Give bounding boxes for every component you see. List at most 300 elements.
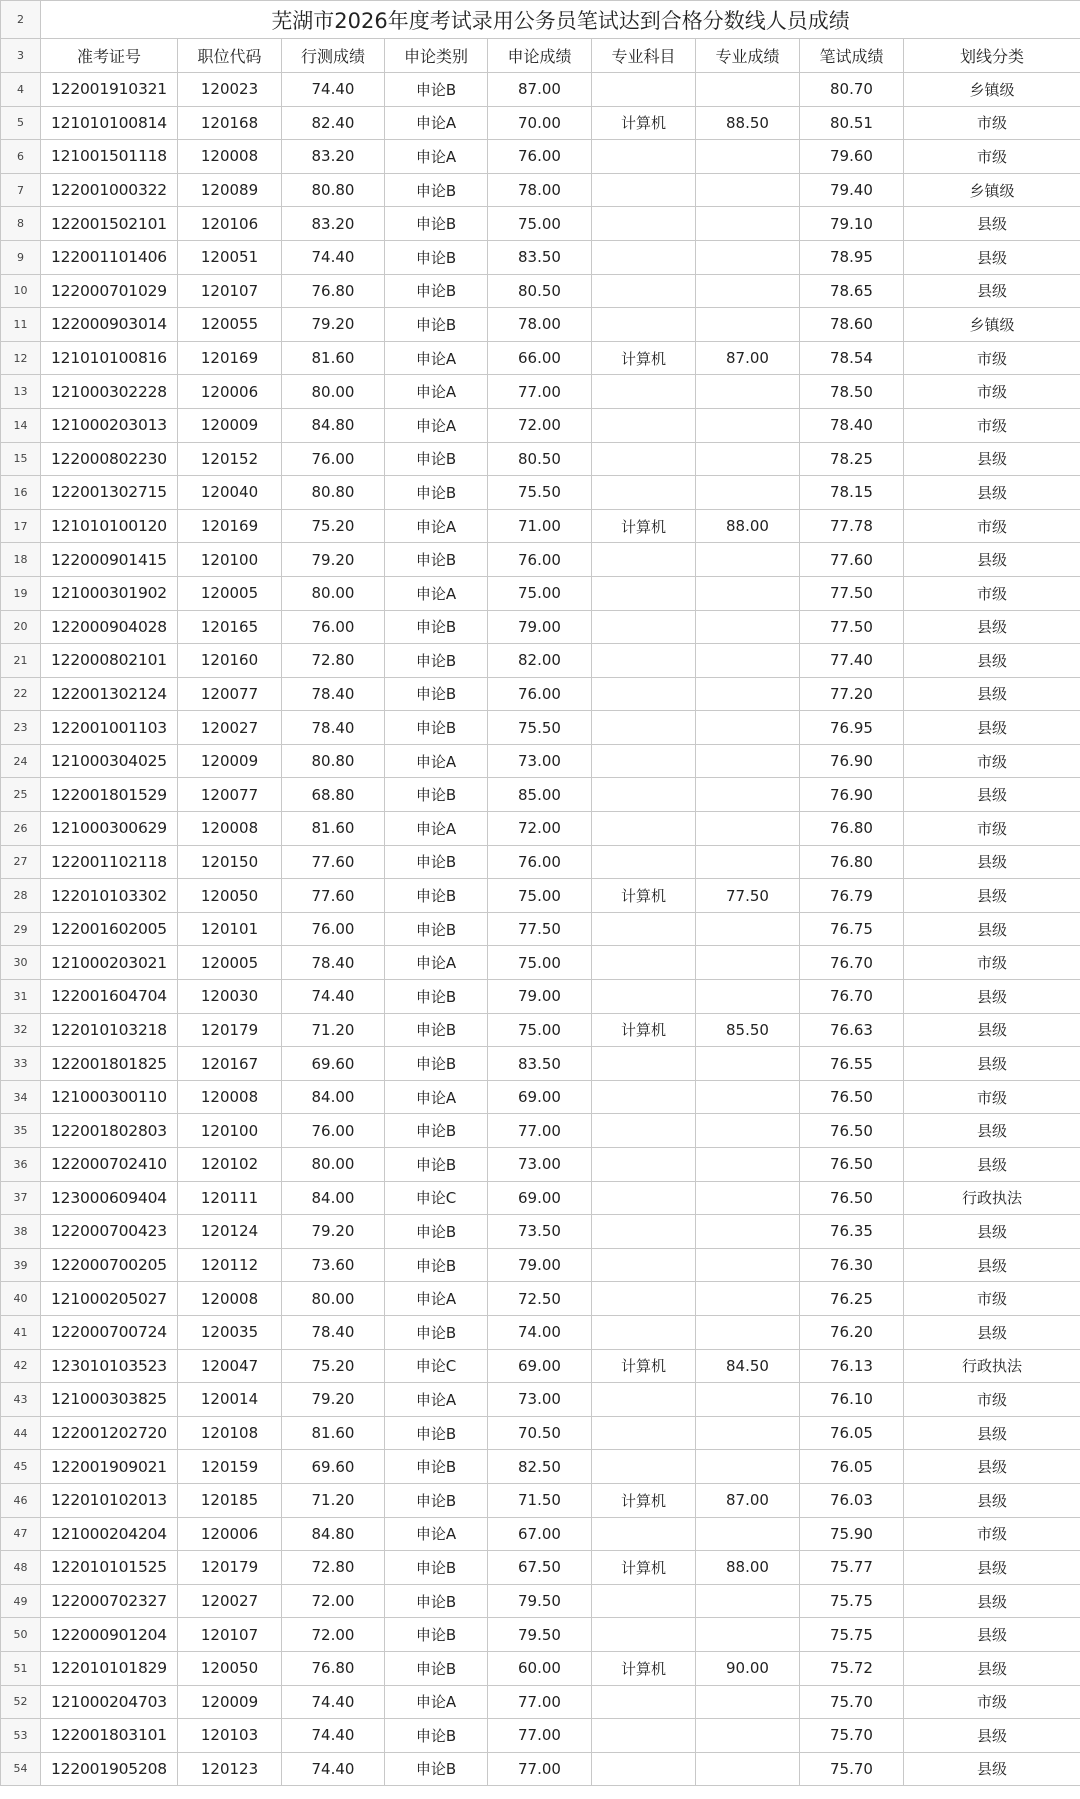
cell-exam-id[interactable]: 121000302228 bbox=[41, 375, 178, 409]
cell-specialty-subject[interactable] bbox=[592, 476, 696, 510]
cell-specialty-subject[interactable] bbox=[592, 1685, 696, 1719]
cell-essay-type[interactable]: 申论B bbox=[385, 1450, 488, 1484]
cell-specialty-score[interactable] bbox=[696, 644, 800, 678]
cell-specialty-subject[interactable] bbox=[592, 1416, 696, 1450]
cell-cutoff-category[interactable]: 市级 bbox=[904, 576, 1080, 610]
cell-exam-id[interactable]: 122001910321 bbox=[41, 73, 178, 107]
cell-position-code[interactable]: 120014 bbox=[178, 1383, 282, 1417]
cell-essay-score[interactable]: 73.00 bbox=[488, 1383, 592, 1417]
cell-exam-id[interactable]: 121000203013 bbox=[41, 408, 178, 442]
cell-cutoff-category[interactable]: 行政执法 bbox=[904, 1181, 1080, 1215]
cell-exam-id[interactable]: 122001102118 bbox=[41, 845, 178, 879]
cell-position-code[interactable]: 120008 bbox=[178, 140, 282, 174]
cell-exam-id[interactable]: 122010102013 bbox=[41, 1483, 178, 1517]
cell-position-code[interactable]: 120009 bbox=[178, 408, 282, 442]
cell-position-code[interactable]: 120165 bbox=[178, 610, 282, 644]
row-number[interactable]: 35 bbox=[1, 1114, 41, 1148]
cell-exam-id[interactable]: 122001909021 bbox=[41, 1450, 178, 1484]
cell-cutoff-category[interactable]: 县级 bbox=[904, 711, 1080, 745]
cell-position-code[interactable]: 120005 bbox=[178, 946, 282, 980]
cell-essay-type[interactable]: 申论B bbox=[385, 308, 488, 342]
cell-cutoff-category[interactable]: 市级 bbox=[904, 408, 1080, 442]
cell-position-code[interactable]: 120168 bbox=[178, 106, 282, 140]
cell-aptitude-score[interactable]: 79.20 bbox=[282, 308, 385, 342]
cell-essay-type[interactable]: 申论B bbox=[385, 1013, 488, 1047]
cell-specialty-score[interactable] bbox=[696, 946, 800, 980]
row-number[interactable]: 16 bbox=[1, 476, 41, 510]
cell-written-score[interactable]: 76.05 bbox=[800, 1416, 904, 1450]
row-number[interactable]: 2 bbox=[1, 1, 41, 39]
cell-exam-id[interactable]: 122001604704 bbox=[41, 980, 178, 1014]
cell-aptitude-score[interactable]: 84.80 bbox=[282, 408, 385, 442]
row-number[interactable]: 11 bbox=[1, 308, 41, 342]
cell-written-score[interactable]: 75.70 bbox=[800, 1719, 904, 1753]
cell-aptitude-score[interactable]: 74.40 bbox=[282, 240, 385, 274]
cell-specialty-subject[interactable] bbox=[592, 946, 696, 980]
cell-written-score[interactable]: 78.25 bbox=[800, 442, 904, 476]
cell-specialty-subject[interactable] bbox=[592, 308, 696, 342]
cell-specialty-score[interactable] bbox=[696, 442, 800, 476]
cell-specialty-score[interactable] bbox=[696, 1315, 800, 1349]
cell-aptitude-score[interactable]: 78.40 bbox=[282, 1315, 385, 1349]
cell-essay-type[interactable]: 申论B bbox=[385, 73, 488, 107]
cell-position-code[interactable]: 120006 bbox=[178, 1517, 282, 1551]
cell-position-code[interactable]: 120006 bbox=[178, 375, 282, 409]
cell-cutoff-category[interactable]: 县级 bbox=[904, 1651, 1080, 1685]
cell-position-code[interactable]: 120035 bbox=[178, 1315, 282, 1349]
row-number[interactable]: 26 bbox=[1, 812, 41, 846]
cell-aptitude-score[interactable]: 78.40 bbox=[282, 711, 385, 745]
cell-specialty-subject[interactable] bbox=[592, 173, 696, 207]
cell-specialty-score[interactable] bbox=[696, 1685, 800, 1719]
sheet-title[interactable]: 芜湖市2026年度考试录用公务员笔试达到合格分数线人员成绩 bbox=[41, 1, 1080, 39]
cell-exam-id[interactable]: 121010100816 bbox=[41, 341, 178, 375]
cell-aptitude-score[interactable]: 78.40 bbox=[282, 946, 385, 980]
row-number[interactable]: 32 bbox=[1, 1013, 41, 1047]
cell-cutoff-category[interactable]: 县级 bbox=[904, 476, 1080, 510]
row-number[interactable]: 7 bbox=[1, 173, 41, 207]
cell-aptitude-score[interactable]: 73.60 bbox=[282, 1248, 385, 1282]
cell-exam-id[interactable]: 121000205027 bbox=[41, 1282, 178, 1316]
cell-essay-score[interactable]: 77.00 bbox=[488, 1719, 592, 1753]
row-number[interactable]: 36 bbox=[1, 1148, 41, 1182]
cell-cutoff-category[interactable]: 市级 bbox=[904, 509, 1080, 543]
cell-written-score[interactable]: 75.77 bbox=[800, 1551, 904, 1585]
header-written-score[interactable]: 笔试成绩 bbox=[800, 39, 904, 73]
cell-written-score[interactable]: 78.40 bbox=[800, 408, 904, 442]
cell-specialty-subject[interactable] bbox=[592, 1752, 696, 1786]
cell-essay-type[interactable]: 申论B bbox=[385, 1483, 488, 1517]
cell-specialty-subject[interactable] bbox=[592, 1181, 696, 1215]
cell-aptitude-score[interactable]: 80.00 bbox=[282, 576, 385, 610]
cell-essay-score[interactable]: 79.00 bbox=[488, 980, 592, 1014]
cell-position-code[interactable]: 120100 bbox=[178, 543, 282, 577]
cell-specialty-subject[interactable] bbox=[592, 1047, 696, 1081]
cell-aptitude-score[interactable]: 71.20 bbox=[282, 1013, 385, 1047]
cell-cutoff-category[interactable]: 县级 bbox=[904, 274, 1080, 308]
cell-exam-id[interactable]: 121010100120 bbox=[41, 509, 178, 543]
cell-aptitude-score[interactable]: 76.80 bbox=[282, 274, 385, 308]
row-number[interactable]: 20 bbox=[1, 610, 41, 644]
cell-essay-score[interactable]: 66.00 bbox=[488, 341, 592, 375]
row-number[interactable]: 45 bbox=[1, 1450, 41, 1484]
cell-specialty-subject[interactable] bbox=[592, 845, 696, 879]
cell-essay-type[interactable]: 申论A bbox=[385, 1282, 488, 1316]
cell-essay-type[interactable]: 申论B bbox=[385, 1215, 488, 1249]
row-number[interactable]: 33 bbox=[1, 1047, 41, 1081]
cell-specialty-subject[interactable] bbox=[592, 576, 696, 610]
row-number[interactable]: 43 bbox=[1, 1383, 41, 1417]
row-number[interactable]: 49 bbox=[1, 1584, 41, 1618]
cell-essay-type[interactable]: 申论B bbox=[385, 1248, 488, 1282]
row-number[interactable]: 42 bbox=[1, 1349, 41, 1383]
cell-exam-id[interactable]: 122001602005 bbox=[41, 912, 178, 946]
cell-written-score[interactable]: 76.90 bbox=[800, 778, 904, 812]
cell-position-code[interactable]: 120159 bbox=[178, 1450, 282, 1484]
row-number[interactable]: 12 bbox=[1, 341, 41, 375]
cell-specialty-score[interactable] bbox=[696, 1282, 800, 1316]
cell-essay-score[interactable]: 69.00 bbox=[488, 1349, 592, 1383]
cell-specialty-score[interactable] bbox=[696, 543, 800, 577]
cell-specialty-score[interactable] bbox=[696, 845, 800, 879]
cell-essay-score[interactable]: 75.50 bbox=[488, 711, 592, 745]
cell-position-code[interactable]: 120112 bbox=[178, 1248, 282, 1282]
row-number[interactable]: 44 bbox=[1, 1416, 41, 1450]
cell-cutoff-category[interactable]: 市级 bbox=[904, 341, 1080, 375]
cell-essay-score[interactable]: 71.50 bbox=[488, 1483, 592, 1517]
cell-aptitude-score[interactable]: 83.20 bbox=[282, 207, 385, 241]
cell-specialty-subject[interactable] bbox=[592, 1618, 696, 1652]
cell-specialty-subject[interactable]: 计算机 bbox=[592, 1651, 696, 1685]
cell-essay-type[interactable]: 申论A bbox=[385, 812, 488, 846]
cell-exam-id[interactable]: 122000802230 bbox=[41, 442, 178, 476]
cell-exam-id[interactable]: 122001502101 bbox=[41, 207, 178, 241]
cell-specialty-subject[interactable] bbox=[592, 1248, 696, 1282]
cell-written-score[interactable]: 78.50 bbox=[800, 375, 904, 409]
cell-specialty-score[interactable] bbox=[696, 240, 800, 274]
cell-specialty-score[interactable]: 88.00 bbox=[696, 509, 800, 543]
cell-specialty-subject[interactable] bbox=[592, 1215, 696, 1249]
cell-specialty-score[interactable] bbox=[696, 1215, 800, 1249]
cell-essay-score[interactable]: 69.00 bbox=[488, 1181, 592, 1215]
cell-cutoff-category[interactable]: 市级 bbox=[904, 1383, 1080, 1417]
cell-written-score[interactable]: 75.70 bbox=[800, 1752, 904, 1786]
cell-essay-type[interactable]: 申论B bbox=[385, 1416, 488, 1450]
row-number[interactable]: 15 bbox=[1, 442, 41, 476]
cell-essay-score[interactable]: 72.00 bbox=[488, 812, 592, 846]
cell-written-score[interactable]: 76.03 bbox=[800, 1483, 904, 1517]
cell-specialty-score[interactable] bbox=[696, 207, 800, 241]
cell-essay-score[interactable]: 75.00 bbox=[488, 946, 592, 980]
cell-written-score[interactable]: 78.60 bbox=[800, 308, 904, 342]
cell-exam-id[interactable]: 122001001103 bbox=[41, 711, 178, 745]
cell-written-score[interactable]: 80.51 bbox=[800, 106, 904, 140]
cell-written-score[interactable]: 76.13 bbox=[800, 1349, 904, 1383]
row-number[interactable]: 13 bbox=[1, 375, 41, 409]
cell-cutoff-category[interactable]: 县级 bbox=[904, 240, 1080, 274]
cell-position-code[interactable]: 120150 bbox=[178, 845, 282, 879]
cell-essay-type[interactable]: 申论B bbox=[385, 912, 488, 946]
cell-essay-type[interactable]: 申论B bbox=[385, 610, 488, 644]
cell-cutoff-category[interactable]: 县级 bbox=[904, 644, 1080, 678]
cell-cutoff-category[interactable]: 市级 bbox=[904, 140, 1080, 174]
cell-exam-id[interactable]: 122001302124 bbox=[41, 677, 178, 711]
cell-specialty-subject[interactable] bbox=[592, 1719, 696, 1753]
row-number[interactable]: 38 bbox=[1, 1215, 41, 1249]
cell-specialty-score[interactable] bbox=[696, 1719, 800, 1753]
cell-aptitude-score[interactable]: 79.20 bbox=[282, 1215, 385, 1249]
row-number[interactable]: 29 bbox=[1, 912, 41, 946]
cell-specialty-subject[interactable] bbox=[592, 980, 696, 1014]
cell-written-score[interactable]: 76.25 bbox=[800, 1282, 904, 1316]
cell-aptitude-score[interactable]: 80.00 bbox=[282, 1148, 385, 1182]
cell-exam-id[interactable]: 122001801825 bbox=[41, 1047, 178, 1081]
cell-essay-type[interactable]: 申论A bbox=[385, 1383, 488, 1417]
cell-cutoff-category[interactable]: 县级 bbox=[904, 1752, 1080, 1786]
cell-specialty-subject[interactable] bbox=[592, 812, 696, 846]
header-specialty-score[interactable]: 专业成绩 bbox=[696, 39, 800, 73]
cell-essay-score[interactable]: 73.50 bbox=[488, 1215, 592, 1249]
cell-exam-id[interactable]: 122000700205 bbox=[41, 1248, 178, 1282]
cell-position-code[interactable]: 120160 bbox=[178, 644, 282, 678]
cell-exam-id[interactable]: 122001202720 bbox=[41, 1416, 178, 1450]
cell-written-score[interactable]: 76.75 bbox=[800, 912, 904, 946]
cell-aptitude-score[interactable]: 76.00 bbox=[282, 1114, 385, 1148]
cell-cutoff-category[interactable]: 县级 bbox=[904, 543, 1080, 577]
cell-essay-score[interactable]: 70.00 bbox=[488, 106, 592, 140]
cell-specialty-subject[interactable] bbox=[592, 543, 696, 577]
cell-essay-type[interactable]: 申论C bbox=[385, 1181, 488, 1215]
cell-essay-score[interactable]: 77.00 bbox=[488, 375, 592, 409]
cell-position-code[interactable]: 120089 bbox=[178, 173, 282, 207]
cell-aptitude-score[interactable]: 83.20 bbox=[282, 140, 385, 174]
row-number[interactable]: 47 bbox=[1, 1517, 41, 1551]
cell-essay-type[interactable]: 申论A bbox=[385, 576, 488, 610]
cell-specialty-score[interactable] bbox=[696, 1618, 800, 1652]
cell-exam-id[interactable]: 121000304025 bbox=[41, 744, 178, 778]
cell-exam-id[interactable]: 122000901204 bbox=[41, 1618, 178, 1652]
cell-essay-type[interactable]: 申论B bbox=[385, 980, 488, 1014]
cell-cutoff-category[interactable]: 县级 bbox=[904, 1315, 1080, 1349]
cell-written-score[interactable]: 79.40 bbox=[800, 173, 904, 207]
cell-cutoff-category[interactable]: 县级 bbox=[904, 912, 1080, 946]
cell-specialty-score[interactable]: 84.50 bbox=[696, 1349, 800, 1383]
row-number[interactable]: 14 bbox=[1, 408, 41, 442]
cell-essay-score[interactable]: 77.00 bbox=[488, 1752, 592, 1786]
cell-essay-score[interactable]: 75.00 bbox=[488, 576, 592, 610]
cell-cutoff-category[interactable]: 县级 bbox=[904, 1416, 1080, 1450]
cell-specialty-score[interactable] bbox=[696, 1383, 800, 1417]
cell-essay-type[interactable]: 申论B bbox=[385, 274, 488, 308]
cell-specialty-score[interactable]: 85.50 bbox=[696, 1013, 800, 1047]
cell-cutoff-category[interactable]: 乡镇级 bbox=[904, 173, 1080, 207]
cell-cutoff-category[interactable]: 县级 bbox=[904, 778, 1080, 812]
cell-essay-type[interactable]: 申论B bbox=[385, 845, 488, 879]
cell-written-score[interactable]: 76.50 bbox=[800, 1080, 904, 1114]
cell-aptitude-score[interactable]: 80.80 bbox=[282, 173, 385, 207]
row-number[interactable]: 41 bbox=[1, 1315, 41, 1349]
cell-exam-id[interactable]: 122000700423 bbox=[41, 1215, 178, 1249]
cell-essay-score[interactable]: 69.00 bbox=[488, 1080, 592, 1114]
cell-cutoff-category[interactable]: 县级 bbox=[904, 845, 1080, 879]
cell-essay-score[interactable]: 73.00 bbox=[488, 1148, 592, 1182]
cell-specialty-subject[interactable] bbox=[592, 1282, 696, 1316]
cell-specialty-subject[interactable]: 计算机 bbox=[592, 341, 696, 375]
cell-essay-type[interactable]: 申论B bbox=[385, 1651, 488, 1685]
cell-essay-score[interactable]: 75.00 bbox=[488, 1013, 592, 1047]
cell-written-score[interactable]: 80.70 bbox=[800, 73, 904, 107]
cell-aptitude-score[interactable]: 80.80 bbox=[282, 744, 385, 778]
cell-written-score[interactable]: 78.65 bbox=[800, 274, 904, 308]
cell-aptitude-score[interactable]: 79.20 bbox=[282, 1383, 385, 1417]
row-number[interactable]: 54 bbox=[1, 1752, 41, 1786]
cell-exam-id[interactable]: 122000702410 bbox=[41, 1148, 178, 1182]
cell-position-code[interactable]: 120008 bbox=[178, 1282, 282, 1316]
cell-specialty-subject[interactable] bbox=[592, 274, 696, 308]
cell-position-code[interactable]: 120152 bbox=[178, 442, 282, 476]
cell-essay-score[interactable]: 79.00 bbox=[488, 1248, 592, 1282]
cell-essay-score[interactable]: 80.50 bbox=[488, 442, 592, 476]
cell-aptitude-score[interactable]: 76.00 bbox=[282, 610, 385, 644]
cell-specialty-score[interactable] bbox=[696, 308, 800, 342]
cell-specialty-score[interactable] bbox=[696, 375, 800, 409]
cell-essay-type[interactable]: 申论B bbox=[385, 442, 488, 476]
cell-position-code[interactable]: 120009 bbox=[178, 1685, 282, 1719]
row-number[interactable]: 39 bbox=[1, 1248, 41, 1282]
cell-position-code[interactable]: 120077 bbox=[178, 677, 282, 711]
cell-specialty-score[interactable] bbox=[696, 408, 800, 442]
cell-cutoff-category[interactable]: 县级 bbox=[904, 1148, 1080, 1182]
cell-position-code[interactable]: 120103 bbox=[178, 1719, 282, 1753]
cell-position-code[interactable]: 120027 bbox=[178, 1584, 282, 1618]
cell-specialty-score[interactable] bbox=[696, 677, 800, 711]
cell-cutoff-category[interactable]: 县级 bbox=[904, 980, 1080, 1014]
cell-specialty-subject[interactable] bbox=[592, 1383, 696, 1417]
cell-specialty-score[interactable]: 77.50 bbox=[696, 879, 800, 913]
row-number[interactable]: 21 bbox=[1, 644, 41, 678]
cell-specialty-score[interactable] bbox=[696, 778, 800, 812]
cell-exam-id[interactable]: 122010103218 bbox=[41, 1013, 178, 1047]
cell-aptitude-score[interactable]: 80.80 bbox=[282, 476, 385, 510]
cell-cutoff-category[interactable]: 县级 bbox=[904, 1047, 1080, 1081]
cell-cutoff-category[interactable]: 市级 bbox=[904, 1685, 1080, 1719]
cell-specialty-score[interactable] bbox=[696, 1450, 800, 1484]
cell-specialty-score[interactable]: 88.00 bbox=[696, 1551, 800, 1585]
cell-written-score[interactable]: 75.90 bbox=[800, 1517, 904, 1551]
cell-specialty-score[interactable] bbox=[696, 173, 800, 207]
cell-essay-score[interactable]: 87.00 bbox=[488, 73, 592, 107]
cell-specialty-score[interactable] bbox=[696, 1584, 800, 1618]
cell-exam-id[interactable]: 122001302715 bbox=[41, 476, 178, 510]
cell-written-score[interactable]: 76.05 bbox=[800, 1450, 904, 1484]
cell-specialty-subject[interactable]: 计算机 bbox=[592, 879, 696, 913]
cell-essay-type[interactable]: 申论B bbox=[385, 879, 488, 913]
cell-essay-score[interactable]: 78.00 bbox=[488, 173, 592, 207]
cell-essay-type[interactable]: 申论B bbox=[385, 1618, 488, 1652]
cell-position-code[interactable]: 120040 bbox=[178, 476, 282, 510]
cell-essay-score[interactable]: 77.00 bbox=[488, 1685, 592, 1719]
cell-position-code[interactable]: 120107 bbox=[178, 1618, 282, 1652]
cell-specialty-score[interactable] bbox=[696, 912, 800, 946]
cell-position-code[interactable]: 120005 bbox=[178, 576, 282, 610]
cell-written-score[interactable]: 76.90 bbox=[800, 744, 904, 778]
cell-aptitude-score[interactable]: 84.80 bbox=[282, 1517, 385, 1551]
cell-cutoff-category[interactable]: 县级 bbox=[904, 1551, 1080, 1585]
cell-exam-id[interactable]: 122000802101 bbox=[41, 644, 178, 678]
cell-written-score[interactable]: 77.78 bbox=[800, 509, 904, 543]
cell-written-score[interactable]: 77.20 bbox=[800, 677, 904, 711]
cell-essay-type[interactable]: 申论B bbox=[385, 1315, 488, 1349]
header-exam-id[interactable]: 准考证号 bbox=[41, 39, 178, 73]
cell-specialty-subject[interactable]: 计算机 bbox=[592, 1013, 696, 1047]
cell-exam-id[interactable]: 123010103523 bbox=[41, 1349, 178, 1383]
cell-essay-score[interactable]: 85.00 bbox=[488, 778, 592, 812]
cell-essay-score[interactable]: 75.00 bbox=[488, 207, 592, 241]
cell-position-code[interactable]: 120169 bbox=[178, 341, 282, 375]
cell-exam-id[interactable]: 122000701029 bbox=[41, 274, 178, 308]
cell-aptitude-score[interactable]: 74.40 bbox=[282, 1752, 385, 1786]
cell-specialty-subject[interactable]: 计算机 bbox=[592, 1483, 696, 1517]
cell-position-code[interactable]: 120008 bbox=[178, 812, 282, 846]
cell-essay-type[interactable]: 申论A bbox=[385, 946, 488, 980]
cell-position-code[interactable]: 120102 bbox=[178, 1148, 282, 1182]
header-essay-type[interactable]: 申论类别 bbox=[385, 39, 488, 73]
cell-position-code[interactable]: 120051 bbox=[178, 240, 282, 274]
cell-specialty-subject[interactable] bbox=[592, 442, 696, 476]
cell-essay-score[interactable]: 73.00 bbox=[488, 744, 592, 778]
cell-position-code[interactable]: 120050 bbox=[178, 879, 282, 913]
row-number[interactable]: 27 bbox=[1, 845, 41, 879]
header-position-code[interactable]: 职位代码 bbox=[178, 39, 282, 73]
cell-aptitude-score[interactable]: 81.60 bbox=[282, 812, 385, 846]
cell-specialty-subject[interactable] bbox=[592, 744, 696, 778]
row-number[interactable]: 22 bbox=[1, 677, 41, 711]
cell-written-score[interactable]: 76.35 bbox=[800, 1215, 904, 1249]
cell-essay-score[interactable]: 83.50 bbox=[488, 240, 592, 274]
cell-specialty-score[interactable] bbox=[696, 1114, 800, 1148]
row-number[interactable]: 6 bbox=[1, 140, 41, 174]
cell-position-code[interactable]: 120027 bbox=[178, 711, 282, 745]
cell-essay-type[interactable]: 申论A bbox=[385, 1685, 488, 1719]
cell-exam-id[interactable]: 122001101406 bbox=[41, 240, 178, 274]
cell-exam-id[interactable]: 122001803101 bbox=[41, 1719, 178, 1753]
cell-essay-type[interactable]: 申论B bbox=[385, 1719, 488, 1753]
cell-essay-type[interactable]: 申论B bbox=[385, 1551, 488, 1585]
cell-specialty-score[interactable] bbox=[696, 610, 800, 644]
cell-specialty-subject[interactable] bbox=[592, 1114, 696, 1148]
cell-position-code[interactable]: 120124 bbox=[178, 1215, 282, 1249]
cell-specialty-score[interactable] bbox=[696, 812, 800, 846]
cell-written-score[interactable]: 75.75 bbox=[800, 1618, 904, 1652]
cell-specialty-subject[interactable] bbox=[592, 140, 696, 174]
row-number[interactable]: 31 bbox=[1, 980, 41, 1014]
row-number[interactable]: 23 bbox=[1, 711, 41, 745]
cell-specialty-score[interactable] bbox=[696, 1080, 800, 1114]
cell-cutoff-category[interactable]: 行政执法 bbox=[904, 1349, 1080, 1383]
cell-specialty-score[interactable]: 88.50 bbox=[696, 106, 800, 140]
cell-aptitude-score[interactable]: 74.40 bbox=[282, 73, 385, 107]
cell-cutoff-category[interactable]: 市级 bbox=[904, 375, 1080, 409]
cell-position-code[interactable]: 120167 bbox=[178, 1047, 282, 1081]
cell-aptitude-score[interactable]: 76.80 bbox=[282, 1651, 385, 1685]
cell-specialty-subject[interactable] bbox=[592, 1517, 696, 1551]
cell-cutoff-category[interactable]: 县级 bbox=[904, 677, 1080, 711]
cell-position-code[interactable]: 120169 bbox=[178, 509, 282, 543]
cell-aptitude-score[interactable]: 77.60 bbox=[282, 845, 385, 879]
cell-position-code[interactable]: 120023 bbox=[178, 73, 282, 107]
cell-essay-type[interactable]: 申论A bbox=[385, 375, 488, 409]
cell-aptitude-score[interactable]: 72.80 bbox=[282, 644, 385, 678]
